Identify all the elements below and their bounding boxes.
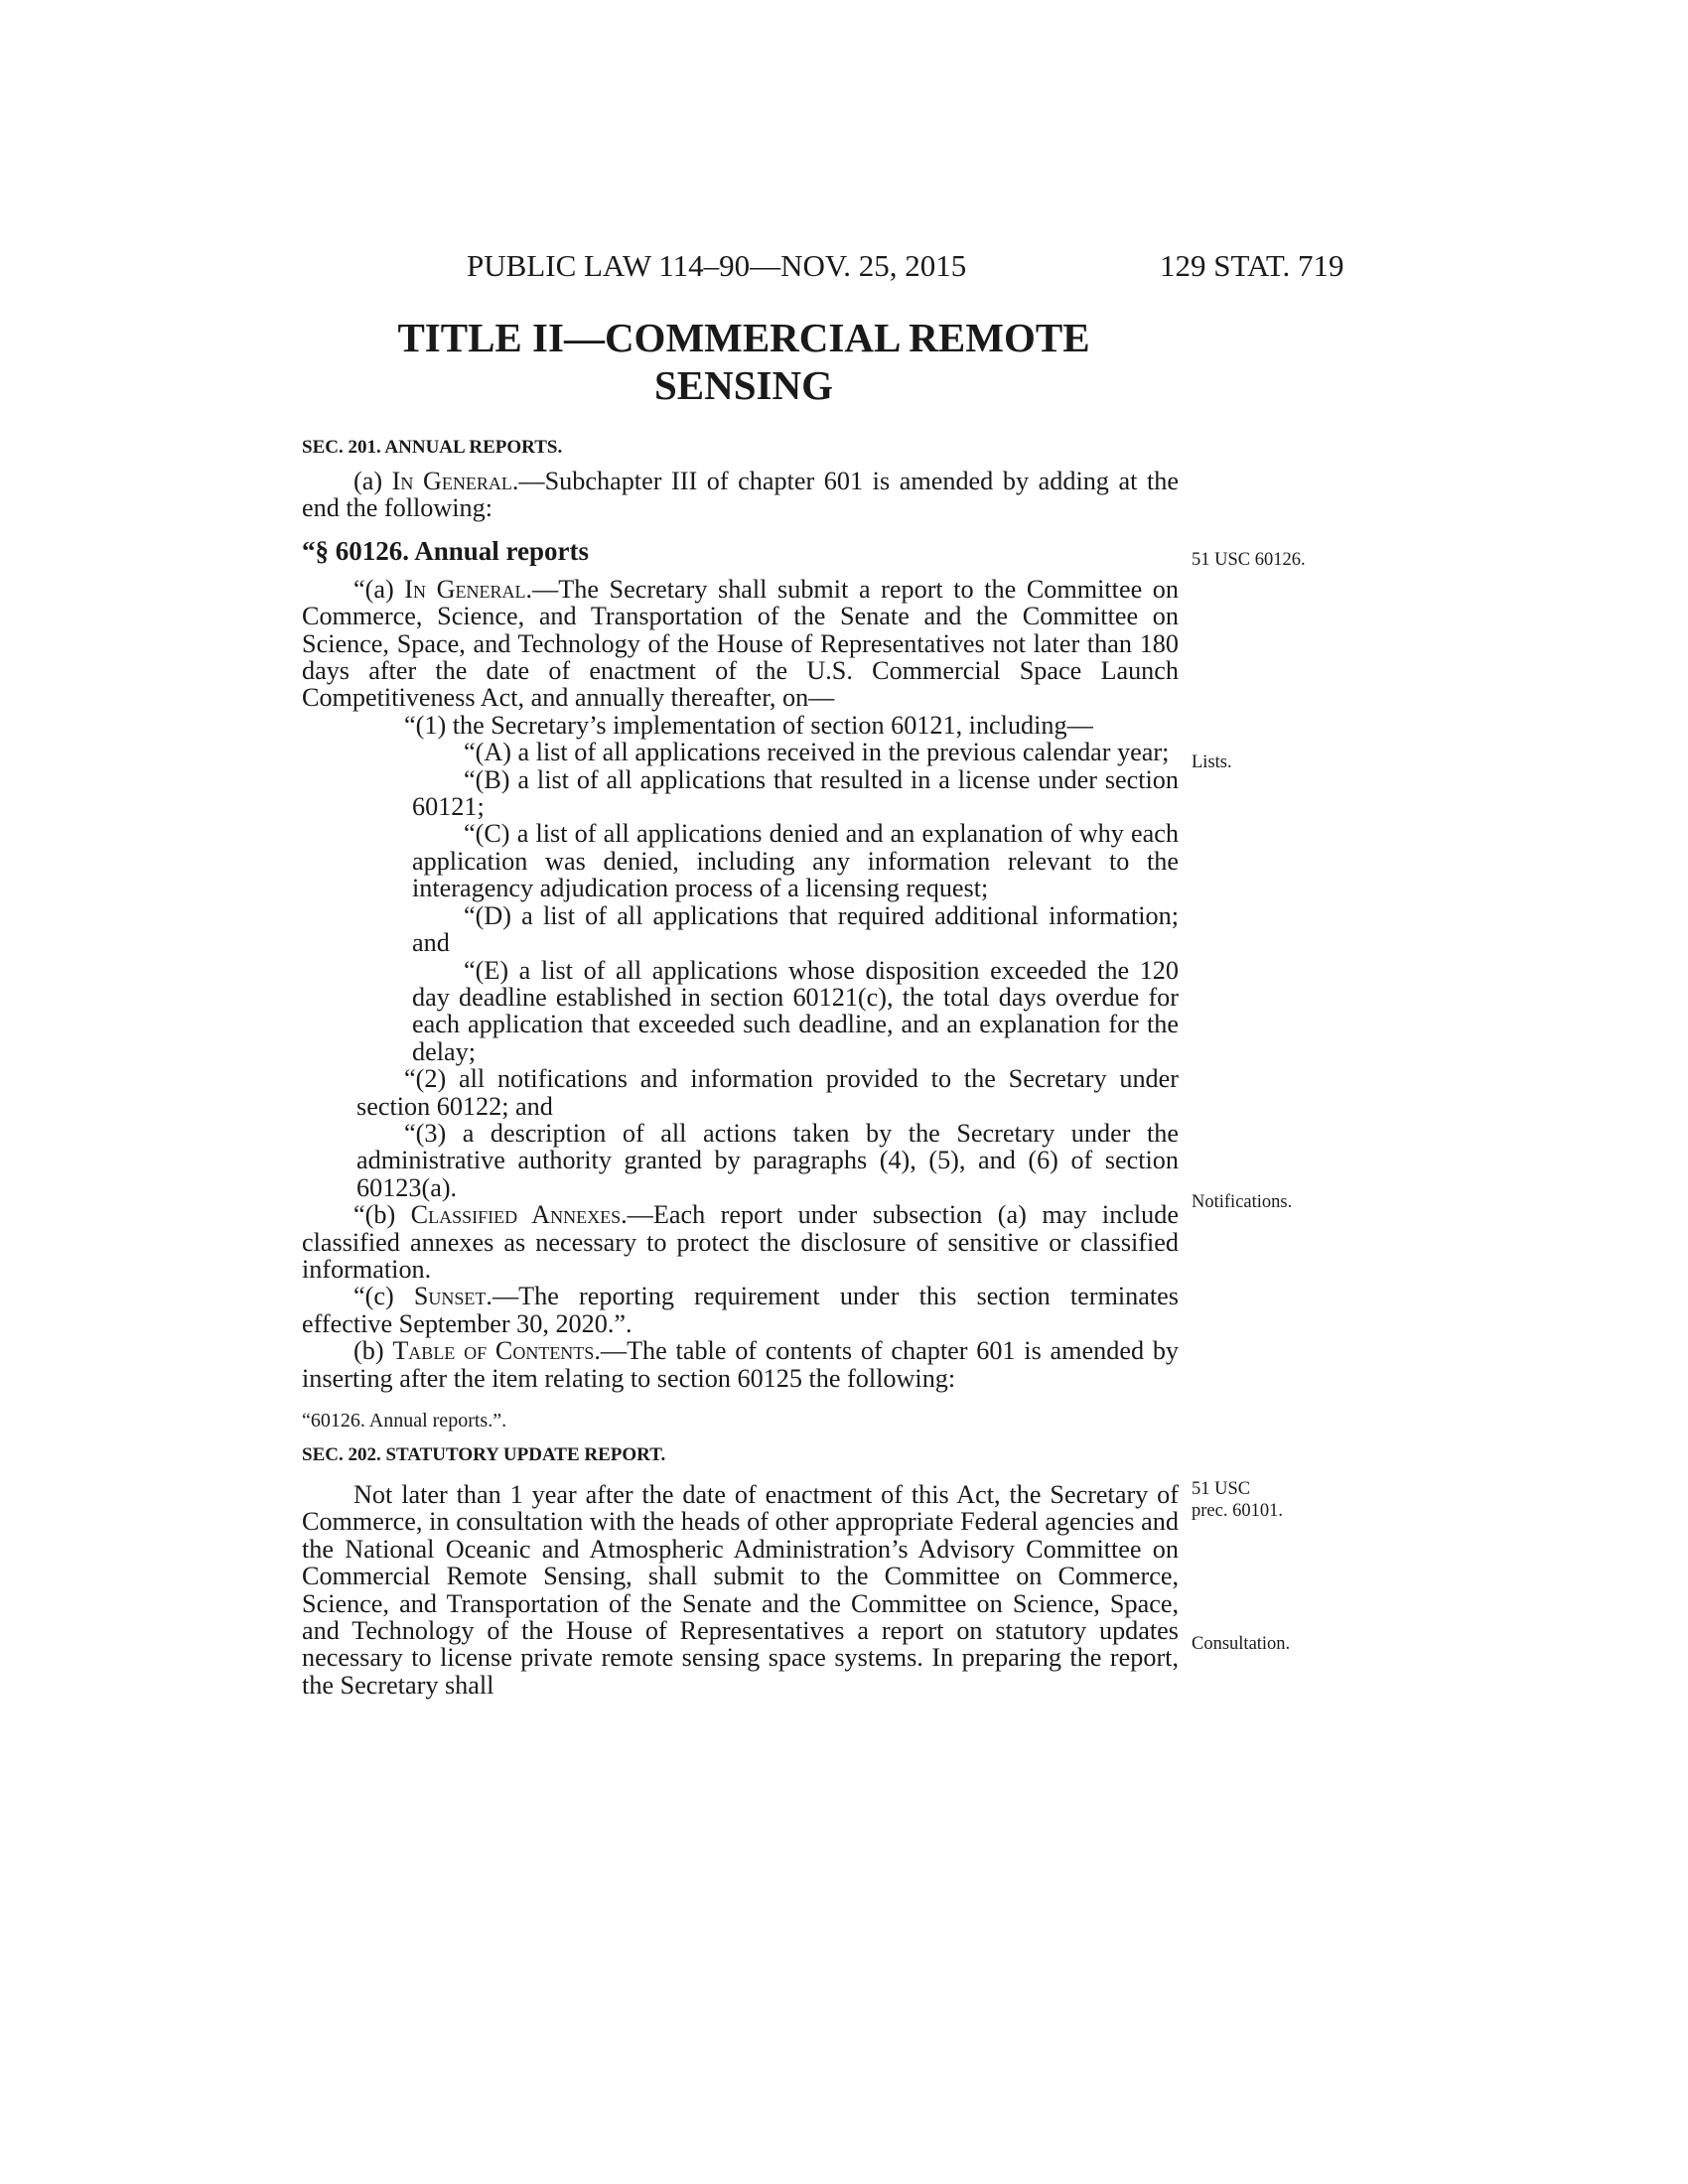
margin-note-consultation: Consultation.: [1192, 1634, 1291, 1654]
public-law-citation: PUBLIC LAW 114–90—NOV. 25, 2015: [467, 248, 967, 283]
sec-202-text: Not later than 1 year after the date of enactment of this Act, the Secretary of Commerce, in consultation with the heads of other appropriate Federal agencies and the National Oceanic and Atmospheric Administration’s Advisory Committee on Commercial Remote Sensing, shall submit to the Committee on Commerce, Science, and Transportation of the Senate and the Committee on Science, Space, and Technology of the House of Representatives a report on statutory updates necessary to license private remote sensing space systems. In preparing the report, the Secretary shall: [302, 1480, 1179, 1700]
in-general-label: In General: [391, 467, 512, 495]
paragraph-2: “(2) all notifications and information provided to the Secretary under section 60122; and: [356, 1064, 1179, 1121]
running-head: [0, 248, 1688, 288]
margin-note-51-usc-prec: 51 USC prec. 60101.: [1192, 1479, 1283, 1521]
margin-note-lists: Lists.: [1192, 752, 1232, 772]
subparagraph-c: “(C) a list of all applications denied and an explanation of why each application was denied, including any information relevant to the interagency adjudication process of a licensing request;: [412, 819, 1179, 903]
title-line-1: TITLE II—COMMERCIAL REMOTE: [397, 315, 1090, 360]
table-of-contents-amendment: (b) Table of Contents.—The table of contents of chapter 601 is amended by inserting after the item relating to section 60125 the following:: [302, 1336, 1180, 1393]
subparagraph-d: “(D) a list of all applications that required additional information; and: [412, 900, 1179, 958]
subparagraph-a: “(A) a list of all applications received in the previous calendar year;: [464, 738, 1170, 767]
subparagraph-b: “(B) a list of all applications that resulted in a license under section 60121;: [412, 764, 1179, 822]
section-60126-subsection-a: “(a) In General.—The Secretary shall submit a report to the Committee on Commerce, Science, and Transportation of the Senate and the Committee on Science, Space, and Technology of the House of Representatives not later than 180 days after the date of enactment of the U.S. Commercial Space Launch Competitiveness Act, and annually thereafter, on—: [302, 574, 1179, 713]
section-60126-heading: “§ 60126. Annual reports: [302, 535, 590, 566]
title-heading: [302, 314, 1186, 409]
sec-202-heading: SEC. 202. STATUTORY UPDATE REPORT.: [302, 1444, 666, 1465]
subparagraph-e: “(E) a list of all applications whose disposition exceeded the 120 day deadline established in section 60121(c), the total days overdue for each application that exceeded such deadline, and an explanation for the delay;: [412, 955, 1179, 1066]
sec-201-heading: SEC. 201. ANNUAL REPORTS.: [302, 437, 563, 458]
subsection-b-classified-annexes: “(b) Classified Annexes.—Each report under subsection (a) may include classified annexes as necessary to protect the disclosure of sensitive or classified information.: [302, 1200, 1179, 1284]
subsection-c-sunset: “(c) Sunset.—The reporting requirement under this section terminates effective September 30, 2020.”.: [302, 1282, 1179, 1338]
title-line-2: SENSING: [653, 362, 833, 408]
paragraph-3: “(3) a description of all actions taken by the Secretary under the administrative authority granted by paragraphs (4), (5), and (6) of section 60123(a).: [356, 1118, 1179, 1202]
margin-note-notifications: Notifications.: [1192, 1192, 1293, 1212]
paragraph-1: “(1) the Secretary’s implementation of section 60121, including—: [404, 710, 1093, 740]
margin-note-51-usc-60126: 51 USC 60126.: [1192, 550, 1306, 570]
toc-item-60126: “60126. Annual reports.”.: [302, 1410, 507, 1432]
in-general-label: In General: [404, 574, 526, 604]
sec-201-subsection-a: (a) In General.—Subchapter III of chapter 601 is amended by adding at the end the following:: [302, 467, 1179, 523]
statute-page-number: 129 STAT. 719: [1160, 248, 1344, 283]
document-body: [302, 437, 1179, 1699]
